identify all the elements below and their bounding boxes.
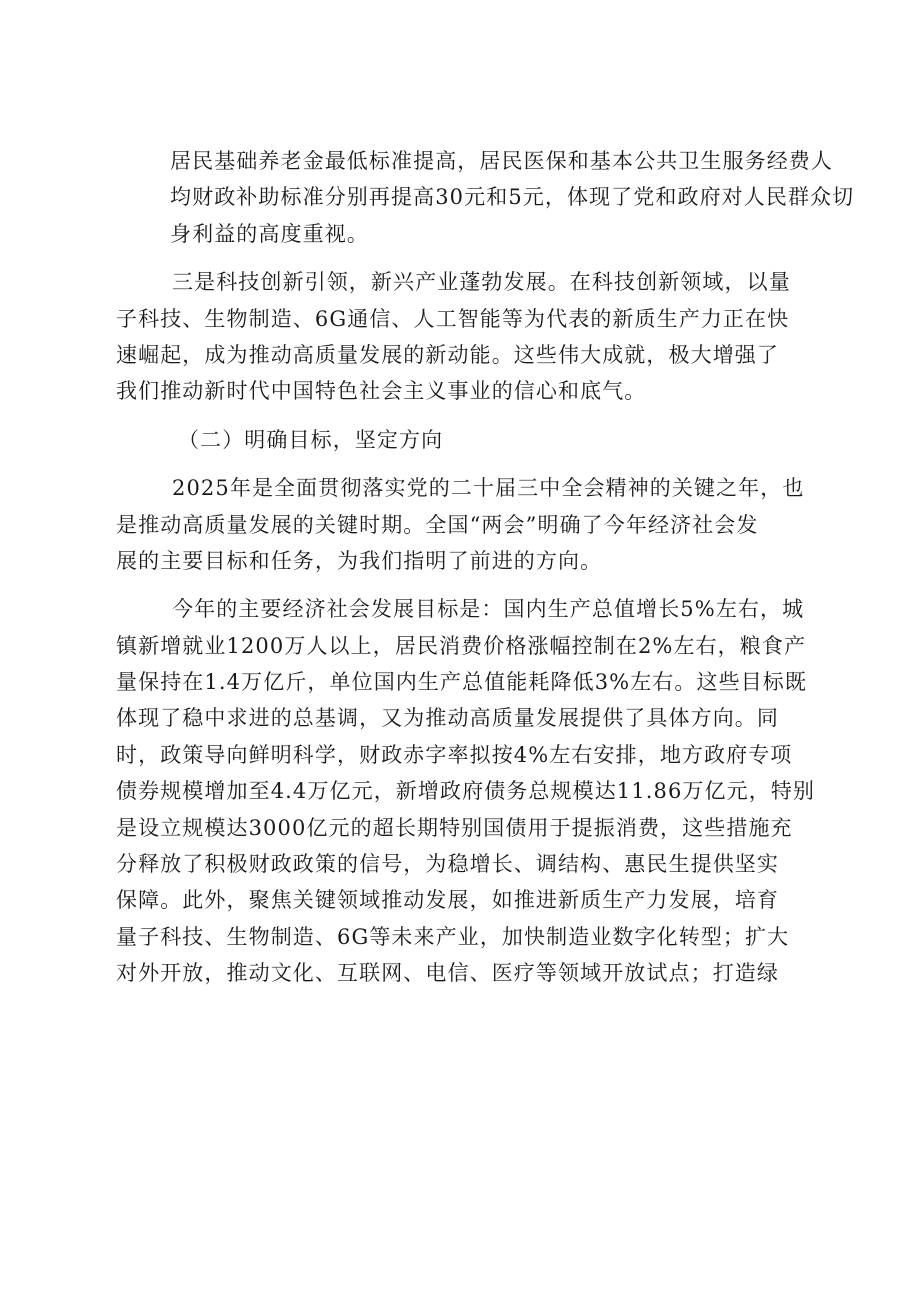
text-line: 量保持在1.4万亿斤，单位国内生产总值能耗降低3%左右。这些目标既: [116, 670, 808, 695]
text-line: 量子科技、生物制造、6G等未来产业，加快制造业数字化转型；扩大: [116, 924, 790, 949]
text-line: 对外开放，推动文化、互联网、电信、医疗等领域开放试点；打造绿: [116, 961, 779, 986]
text-line: 我们推动新时代中国特色社会主义事业的信心和底气。: [116, 379, 647, 404]
text-line: 身利益的高度重视。: [170, 221, 369, 246]
text-line: 均财政补助标准分别再提高30元和5元，体现了党和政府对人民群众切: [170, 185, 855, 210]
text-line: 体现了稳中求进的总基调，又为推动高质量发展提供了具体方向。同: [116, 706, 779, 731]
text-line: 今年的主要经济社会发展目标是：国内生产总值增长5%左右，城: [172, 597, 805, 622]
text-line: 时，政策导向鲜明科学，财政赤字率拟按4%左右安排，地方政府专项: [116, 742, 793, 767]
text-line: 保障。此外，聚焦关键领域推动发展，如推进新质生产力发展，培育: [116, 888, 779, 913]
text-line: 是设立规模达3000亿元的超长期特别国债用于提振消费，这些措施充: [116, 815, 793, 840]
text-line: 镇新增就业1200万人以上，居民消费价格涨幅控制在2%左右，粮食产: [116, 633, 807, 658]
section-heading: （二）明确目标，坚定方向: [178, 427, 444, 452]
text-line: 居民基础养老金最低标准提高，居民医保和基本公共卫生服务经费人: [170, 149, 833, 173]
document-body: [116, 143, 855, 992]
text-line: 子科技、生物制造、6G通信、人工智能等为代表的新质生产力正在快: [116, 306, 790, 331]
text-line: 分释放了积极财政政策的信号，为稳增长、调结构、惠民生提供坚实: [116, 852, 779, 877]
text-line: 展的主要目标和任务，为我们指明了前进的方向。: [116, 548, 603, 573]
text-line: 是推动高质量发展的关键时期。全国“两会”明确了今年经济社会发: [116, 512, 759, 537]
text-line: 三是科技创新引领，新兴产业蓬勃发展。在科技创新领域，以量: [172, 270, 791, 295]
text-line: 2025年是全面贯彻落实党的二十届三中全会精神的关键之年，也: [172, 476, 805, 501]
text-line: 速崛起，成为推动高质量发展的新动能。这些伟大成就，极大增强了: [116, 342, 779, 367]
text-line: 债券规模增加至4.4万亿元，新增政府债务总规模达11.86万亿元，特别: [116, 779, 816, 804]
